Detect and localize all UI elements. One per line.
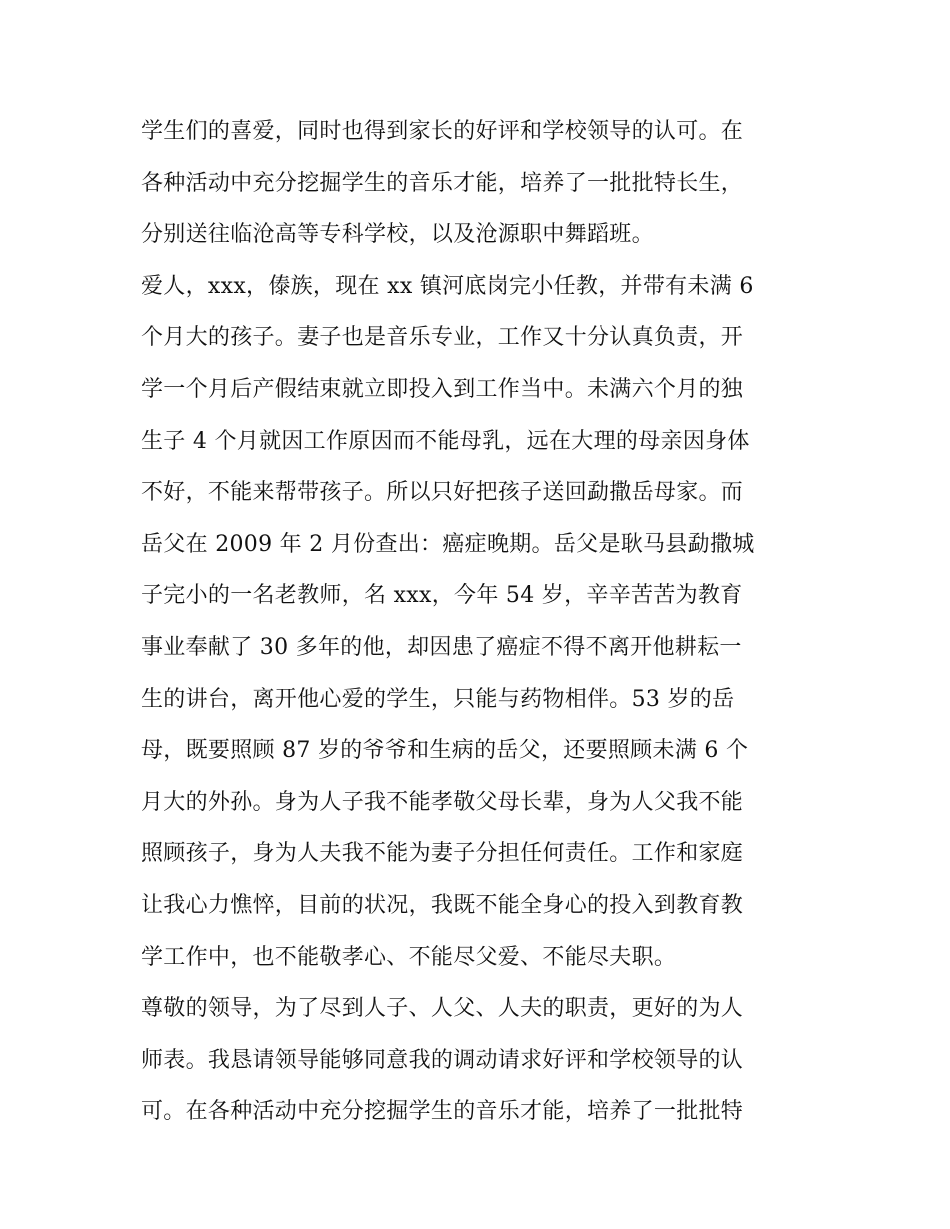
text-line: 事业奉献了 30 多年的他，却因患了癌症不得不离开他耕耘一 xyxy=(141,634,742,660)
text-line: 尊敬的领导，为了尽到人子、人父、人夫的职责，更好的为人 xyxy=(141,996,744,1022)
text-line: 爱人，xxx，傣族，现在 xx 镇河底岗完小任教，并带有未满 6 xyxy=(141,273,754,299)
text-line: 不好，不能来帮带孩子。所以只好把孩子送回勐撒岳母家。而 xyxy=(141,480,744,506)
text-line: 学工作中，也不能敬孝心、不能尽父爱、不能尽夫职。 xyxy=(141,944,677,970)
text-line: 师表。我恳请领导能够同意我的调动请求好评和学校领导的认 xyxy=(141,1047,744,1073)
text-line: 分别送往临沧高等专科学校，以及沧源职中舞蹈班。 xyxy=(141,222,654,248)
text-line: 可。在各种活动中充分挖掘学生的音乐才能，培养了一批批特 xyxy=(141,1099,744,1125)
text-line: 月大的外孙。身为人子我不能孝敬父母长辈，身为人父我不能 xyxy=(141,789,744,815)
text-line: 子完小的一名老教师，名 xxx，今年 54 岁，辛辛苦苦为教育 xyxy=(141,583,743,609)
text-line: 各种活动中充分挖掘学生的音乐才能，培养了一批批特长生， xyxy=(141,170,744,196)
text-line: 生子 4 个月就因工作原因而不能母乳，远在大理的母亲因身体 xyxy=(141,428,750,454)
text-line: 学一个月后产假结束就立即投入到工作当中。未满六个月的独 xyxy=(141,376,744,402)
document-body xyxy=(141,106,821,1138)
text-line: 生的讲台，离开他心爱的学生，只能与药物相伴。53 岁的岳 xyxy=(141,686,735,712)
text-line: 学生们的喜爱，同时也得到家长的好评和学校领导的认可。在 xyxy=(141,119,744,144)
text-line: 个月大的孩子。妻子也是音乐专业，工作又十分认真负责，开 xyxy=(141,325,744,351)
text-line: 让我心力憔悴，目前的状况，我既不能全身心的投入到教育教 xyxy=(141,892,744,918)
text-line: 母，既要照顾 87 岁的爷爷和生病的岳父，还要照顾未满 6 个 xyxy=(141,738,749,764)
text-line: 岳父在 2009 年 2 月份查出：癌症晚期。岳父是耿马县勐撒城 xyxy=(141,531,755,557)
text-line: 照顾孩子，身为人夫我不能为妻子分担任何责任。工作和家庭 xyxy=(141,841,744,867)
